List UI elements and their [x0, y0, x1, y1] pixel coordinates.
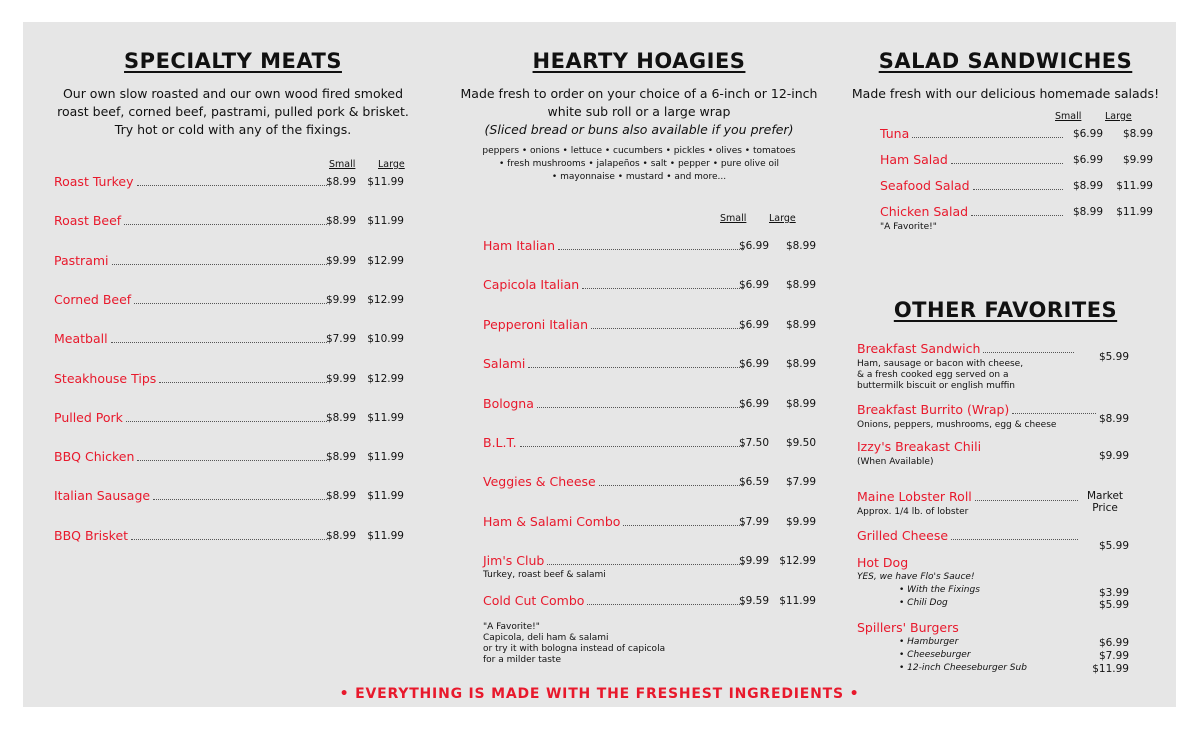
specialty-item-row — [54, 371, 330, 387]
hoagie-item-small-price: $7.50 — [738, 437, 769, 449]
salad-item-large-price: $11.99 — [1116, 206, 1153, 218]
specialty-item-large-price: $11.99 — [367, 215, 404, 228]
specialty-item-row — [54, 253, 330, 269]
breakfast-burrito-price: $8.99 — [1098, 413, 1129, 425]
chicken-salad-note: "A Favorite!" — [880, 222, 937, 232]
specialty-item-large-price: $11.99 — [367, 411, 404, 424]
grilled-cheese-row — [857, 528, 1081, 544]
burger-option-2: • Cheeseburger — [899, 650, 971, 660]
hoagies-toppings-1: peppers • onions • lettuce • cucumbers • pickles • olives • tomatoes — [482, 146, 796, 156]
hoagie-item-name: Ham Italian — [483, 238, 555, 253]
breakfast-sandwich-price: $5.99 — [1098, 351, 1129, 363]
salad-large-header: Large — [1105, 111, 1132, 122]
leader-dots — [951, 530, 1078, 540]
specialty-item-row — [54, 449, 330, 465]
specialty-item-small-price: $8.99 — [325, 490, 356, 503]
breakfast-burrito-row — [857, 402, 1099, 418]
leader-dots — [599, 476, 744, 486]
hoagie-item-large-price: $8.99 — [785, 279, 816, 292]
leader-dots — [153, 490, 327, 500]
specialty-item-small-price: $9.99 — [325, 372, 356, 385]
hoagie-item-large-price: $7.99 — [785, 476, 816, 489]
leader-dots — [582, 279, 744, 289]
lobster-price-line2: Price — [1092, 502, 1118, 514]
hoagie-item-name: Veggies & Cheese — [483, 474, 596, 490]
hoagies-large-header: Large — [769, 213, 796, 224]
hoagie-item-row — [483, 356, 747, 372]
hot-dog-name: Hot Dog — [857, 555, 909, 570]
hoagie-item-small-price: $7.99 — [738, 515, 769, 528]
grilled-cheese-name: Grilled Cheese — [857, 528, 949, 543]
leader-dots — [591, 319, 744, 329]
specialty-item-name: Italian Sausage — [54, 488, 151, 504]
breakfast-sandwich-note-3: buttermilk biscuit or english muffin — [857, 381, 1015, 391]
leader-dots — [124, 215, 327, 225]
menu-panel — [23, 22, 1176, 707]
specialty-item-large-price: $10.99 — [367, 333, 404, 346]
lobster-note: Approx. 1/4 lb. of lobster — [857, 507, 969, 517]
specialty-item-name: Steakhouse Tips — [54, 370, 157, 386]
burger-option-1-price: $6.99 — [1098, 637, 1129, 649]
specialty-intro-1: Our own slow roasted and our own wood fired smoked — [62, 86, 404, 101]
leader-dots — [528, 358, 744, 368]
specialty-item-small-price: $9.99 — [325, 254, 356, 267]
hoagie-item-name: Ham & Salami Combo — [483, 513, 621, 529]
breakfast-sandwich-note-2: & a fresh cooked egg served on a — [857, 370, 1009, 380]
specialty-meats-title: SPECIALTY MEATS — [124, 49, 342, 73]
breakfast-burrito-name: Breakfast Burrito (Wrap) — [857, 402, 1010, 417]
specialty-item-row — [54, 213, 330, 229]
specialty-item-row — [54, 410, 330, 426]
hoagie-item-large-price: $8.99 — [785, 240, 816, 252]
specialty-item-small-price: $8.99 — [325, 176, 356, 188]
grilled-cheese-price: $5.99 — [1098, 540, 1129, 552]
salad-item-row — [880, 178, 1066, 194]
chili-row — [857, 439, 1077, 455]
right-column — [835, 22, 1176, 682]
salad-item-large-price: $8.99 — [1122, 128, 1153, 140]
lobster-roll-name: Maine Lobster Roll — [857, 489, 972, 504]
hoagie-item-large-price: $8.99 — [785, 397, 816, 410]
leader-dots — [520, 437, 744, 447]
leader-dots — [126, 412, 327, 422]
specialty-item-small-price: $7.99 — [325, 333, 356, 346]
specialty-item-row — [54, 528, 330, 544]
leader-dots — [975, 491, 1078, 501]
hoagie-item-large-price: $9.50 — [785, 437, 816, 449]
hoagie-item-row — [483, 593, 747, 609]
specialty-item-name: Roast Turkey — [54, 174, 134, 189]
salad-item-small-price: $6.99 — [1072, 154, 1103, 166]
hoagie-item-row — [483, 553, 747, 569]
specialty-item-name: Pulled Pork — [54, 409, 123, 425]
hearty-hoagies-column — [443, 22, 835, 682]
coldcut-note-1: "A Favorite!" — [483, 622, 540, 632]
hoagie-item-small-price: $9.99 — [738, 555, 769, 568]
hoagie-item-small-price: $9.59 — [738, 594, 769, 607]
specialty-item-name: BBQ Brisket — [54, 527, 129, 543]
breakfast-sandwich-row — [857, 341, 1077, 357]
hoagie-item-small-price: $6.59 — [738, 476, 769, 489]
specialty-intro-3: Try hot or cold with any of the fixings. — [114, 122, 352, 137]
specialty-item-name: BBQ Chicken — [54, 449, 135, 465]
salad-item-row — [880, 126, 1066, 142]
hoagie-item-name: Capicola Italian — [483, 277, 580, 293]
hoagie-item-large-price: $8.99 — [785, 318, 816, 331]
salad-item-name: Chicken Salad — [880, 204, 969, 219]
salad-small-header: Small — [1055, 111, 1082, 122]
hoagie-item-name: B.L.T. — [483, 435, 517, 450]
salad-item-large-price: $11.99 — [1116, 180, 1153, 192]
hoagie-item-small-price: $6.99 — [738, 279, 769, 292]
burger-option-3: • 12-inch Cheeseburger Sub — [899, 663, 1027, 673]
breakfast-burrito-note: Onions, peppers, mushrooms, egg & cheese — [857, 420, 1057, 430]
coldcut-note-3: or try it with bologna instead of capicola — [483, 644, 666, 654]
hoagies-toppings-2: • fresh mushrooms • jalapeños • salt • pepper • pure olive oil — [499, 159, 779, 169]
specialty-item-name: Meatball — [54, 331, 108, 347]
specialty-meats-column — [23, 22, 443, 682]
chili-note: (When Available) — [857, 457, 934, 467]
specialty-item-row — [54, 488, 330, 504]
hoagie-item-name: Salami — [483, 356, 526, 372]
burgers-name: Spillers' Burgers — [857, 620, 959, 635]
burgers-row — [857, 620, 1077, 636]
footer-tagline: • EVERYTHING IS MADE WITH THE FRESHEST INGREDIENTS • — [339, 686, 860, 702]
hot-dog-option-2: • Chili Dog — [899, 598, 948, 608]
specialty-item-row — [54, 292, 330, 308]
specialty-item-large-price: $12.99 — [367, 293, 404, 306]
hot-dog-row — [857, 555, 1077, 571]
specialty-item-small-price: $8.99 — [325, 529, 356, 542]
hot-dog-note: YES, we have Flo's Sauce! — [857, 572, 975, 582]
lobster-price-line1: Market — [1086, 490, 1124, 502]
hoagie-item-row — [483, 435, 747, 451]
salad-item-name: Ham Salad — [880, 152, 948, 167]
hoagie-item-name: Cold Cut Combo — [483, 592, 585, 608]
hoagies-toppings-3: • mayonnaise • mustard • and more... — [551, 172, 727, 182]
jims-club-note: Turkey, roast beef & salami — [483, 570, 606, 580]
leader-dots — [547, 555, 744, 565]
specialty-item-small-price: $8.99 — [325, 215, 356, 228]
hoagie-item-row — [483, 317, 747, 333]
specialty-large-header: Large — [378, 159, 405, 170]
breakfast-sandwich-name: Breakfast Sandwich — [857, 341, 981, 356]
specialty-item-row — [54, 331, 330, 347]
lobster-roll-row — [857, 489, 1081, 505]
hoagie-item-large-price: $8.99 — [785, 358, 816, 371]
hoagies-intro-2: white sub roll or a large wrap — [547, 104, 731, 119]
hoagie-item-small-price: $6.99 — [738, 240, 769, 252]
hoagie-item-row — [483, 238, 747, 254]
burger-option-2-price: $7.99 — [1098, 650, 1129, 662]
specialty-item-name: Roast Beef — [54, 213, 122, 229]
hoagies-small-header: Small — [720, 213, 747, 224]
leader-dots — [134, 294, 327, 304]
hearty-hoagies-title: HEARTY HOAGIES — [532, 49, 746, 73]
hoagies-intro-1: Made fresh to order on your choice of a 6-inch or 12-inch — [460, 86, 818, 101]
chili-price: $9.99 — [1098, 450, 1129, 462]
specialty-item-large-price: $11.99 — [367, 451, 404, 464]
hoagie-item-row — [483, 396, 747, 412]
hoagie-item-row — [483, 277, 747, 293]
hoagie-item-large-price: $12.99 — [779, 555, 816, 568]
leader-dots — [537, 398, 744, 408]
specialty-item-small-price: $8.99 — [325, 451, 356, 464]
specialty-item-large-price: $11.99 — [367, 529, 404, 542]
leader-dots — [587, 595, 744, 605]
leader-dots — [111, 333, 327, 343]
hoagie-item-name: Bologna — [483, 395, 534, 411]
salad-intro: Made fresh with our delicious homemade salads! — [851, 86, 1160, 101]
other-favorites-title: OTHER FAVORITES — [893, 298, 1118, 322]
specialty-item-large-price: $11.99 — [367, 176, 404, 188]
breakfast-sandwich-note-1: Ham, sausage or bacon with cheese, — [857, 359, 1024, 369]
leader-dots — [973, 180, 1063, 190]
specialty-item-large-price: $12.99 — [367, 372, 404, 385]
specialty-item-large-price: $12.99 — [367, 254, 404, 267]
salad-item-name: Seafood Salad — [880, 178, 970, 193]
hoagie-item-row — [483, 514, 747, 530]
leader-dots — [558, 240, 744, 250]
salad-item-row — [880, 152, 1066, 168]
hot-dog-option-1: • With the Fixings — [899, 585, 980, 595]
leader-dots — [112, 255, 328, 265]
salad-item-small-price: $8.99 — [1072, 206, 1103, 218]
hoagie-item-name: Jim's Club — [483, 553, 545, 569]
specialty-intro-2: roast beef, corned beef, pastrami, pulled pork & brisket. — [57, 104, 409, 119]
salad-item-small-price: $8.99 — [1072, 180, 1103, 192]
hoagie-item-small-price: $6.99 — [738, 358, 769, 371]
coldcut-note-2: Capicola, deli ham & salami — [483, 633, 609, 643]
leader-dots — [951, 154, 1063, 164]
leader-dots — [983, 343, 1074, 353]
hoagie-item-small-price: $6.99 — [738, 397, 769, 410]
specialty-item-small-price: $9.99 — [325, 293, 356, 306]
salad-item-small-price: $6.99 — [1072, 128, 1103, 140]
leader-dots — [137, 176, 328, 186]
hoagie-item-name: Pepperoni Italian — [483, 316, 588, 332]
hot-dog-option-2-price: $5.99 — [1098, 599, 1129, 611]
specialty-item-small-price: $8.99 — [325, 411, 356, 424]
burger-option-1: • Hamburger — [899, 637, 959, 647]
salad-item-large-price: $9.99 — [1122, 154, 1153, 166]
coldcut-note-4: for a milder taste — [483, 655, 561, 665]
leader-dots — [623, 516, 744, 526]
specialty-item-row — [54, 174, 330, 190]
burger-option-3-price: $11.99 — [1092, 663, 1129, 675]
hoagies-intro-italic: (Sliced bread or buns also available if you prefer) — [484, 122, 794, 137]
salad-item-row — [880, 204, 1066, 220]
hoagie-item-small-price: $6.99 — [738, 318, 769, 331]
leader-dots — [137, 451, 327, 461]
salad-sandwiches-title: SALAD SANDWICHES — [878, 49, 1133, 73]
specialty-small-header: Small — [329, 159, 356, 170]
salad-item-name: Tuna — [880, 126, 910, 141]
chili-name: Izzy's Breakast Chili — [857, 439, 982, 454]
specialty-item-large-price: $11.99 — [367, 490, 404, 503]
leader-dots — [1012, 404, 1096, 414]
specialty-item-name: Pastrami — [54, 252, 109, 268]
leader-dots — [912, 128, 1063, 138]
hoagie-item-large-price: $11.99 — [779, 594, 816, 607]
leader-dots — [971, 206, 1063, 216]
hot-dog-option-1-price: $3.99 — [1098, 587, 1129, 599]
specialty-item-name: Corned Beef — [54, 291, 132, 307]
hoagie-item-row — [483, 474, 747, 490]
leader-dots — [159, 373, 327, 383]
leader-dots — [131, 530, 327, 540]
hoagie-item-large-price: $9.99 — [785, 515, 816, 528]
